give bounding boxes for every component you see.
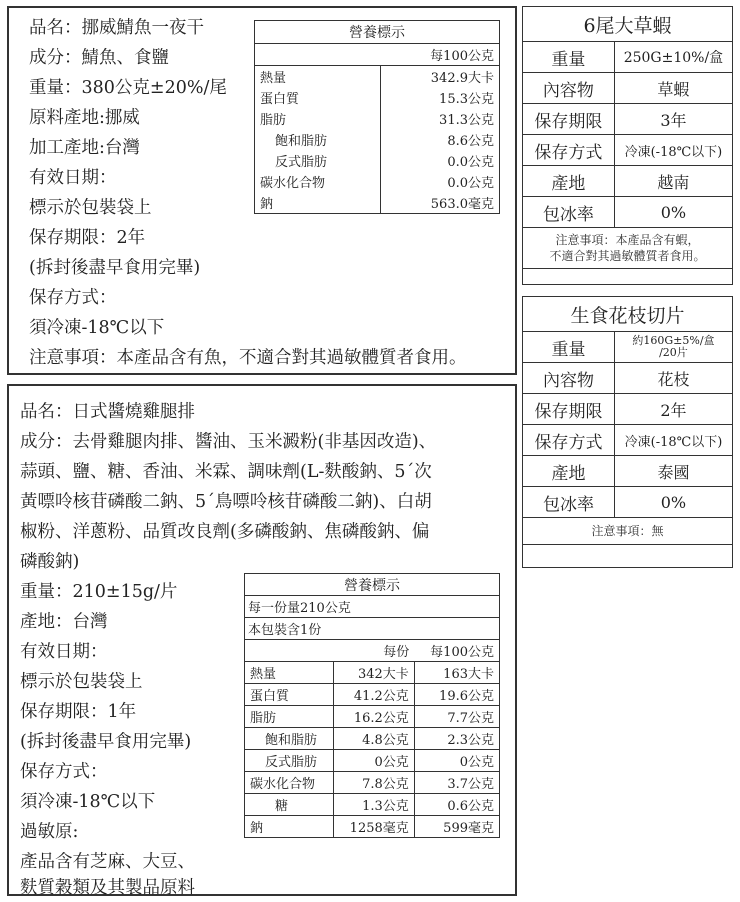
chicken-line-expiry: 有效日期： bbox=[20, 642, 108, 662]
chicken-row-a: 7.8公克 bbox=[334, 772, 414, 794]
chicken-nutrition-servings: 本包裝含1份 bbox=[245, 618, 500, 640]
fish-row-name: 飽和脂肪 bbox=[255, 129, 381, 150]
fish-row-name: 反式脂肪 bbox=[255, 150, 381, 171]
fish-line-name: 品名：挪威鯖魚一夜干 bbox=[29, 18, 204, 38]
chicken-row-name: 糖 bbox=[245, 794, 334, 816]
shrimp-label-weight: 重量 bbox=[523, 42, 615, 73]
squid-value-ice: 0% bbox=[614, 487, 732, 518]
chicken-line-ingredients-2: 蒜頭、鹽、糖、香油、米霖、調味劑(L-麩酸鈉、5´次 bbox=[20, 462, 432, 482]
chicken-header-blank bbox=[245, 640, 334, 662]
fish-line-process: 加工產地:台灣 bbox=[29, 138, 140, 158]
fish-line-after-open: (拆封後盡早食用完畢) bbox=[29, 258, 201, 278]
shrimp-label bbox=[522, 6, 733, 285]
chicken-line-ingredients-5: 磷酸鈉) bbox=[20, 552, 80, 572]
fish-row-value: 0.0公克 bbox=[380, 171, 499, 192]
squid-label-origin: 產地 bbox=[523, 456, 615, 487]
fish-nutrition-per: 每100公克 bbox=[255, 44, 500, 66]
squid-value-storage: 冷凍(-18℃以下) bbox=[614, 425, 732, 456]
fish-nutrition-table bbox=[254, 20, 500, 214]
chicken-header-col2: 每100公克 bbox=[414, 640, 499, 662]
chicken-line-name: 品名：日式醬燒雞腿排 bbox=[20, 402, 195, 422]
chicken-row-name: 熱量 bbox=[245, 662, 334, 684]
shrimp-value-weight: 250G±10%/盒 bbox=[614, 42, 732, 73]
chicken-row-name: 脂肪 bbox=[245, 706, 334, 728]
chicken-row-name: 蛋白質 bbox=[245, 684, 334, 706]
fish-row-name: 脂肪 bbox=[255, 108, 381, 129]
squid-value-content: 花枝 bbox=[614, 363, 732, 394]
chicken-nutrition-serving: 每一份量210公克 bbox=[245, 596, 500, 618]
shrimp-label-content: 內容物 bbox=[523, 73, 615, 104]
chicken-row-name: 飽和脂肪 bbox=[245, 728, 334, 750]
chicken-row-b: 599毫克 bbox=[414, 816, 499, 838]
chicken-nutrition-title: 營養標示 bbox=[245, 574, 500, 596]
fish-row-name: 鈉 bbox=[255, 192, 381, 214]
squid-weight-line1: 約160G±5%/盒 bbox=[632, 334, 715, 347]
squid-label-shelf: 保存期限 bbox=[523, 394, 615, 425]
fish-row-name: 碳水化合物 bbox=[255, 171, 381, 192]
chicken-line-allergen-3: 麩質穀類及其製品原料 bbox=[20, 878, 195, 898]
chicken-line-allergen: 過敏原: bbox=[20, 822, 79, 842]
shrimp-value-storage: 冷凍(-18℃以下) bbox=[614, 135, 732, 166]
chicken-label bbox=[7, 384, 517, 896]
squid-value-origin: 泰國 bbox=[614, 456, 732, 487]
shrimp-value-origin: 越南 bbox=[614, 166, 732, 197]
fish-line-storage: 保存方式： bbox=[29, 288, 117, 308]
chicken-row-a: 1.3公克 bbox=[334, 794, 414, 816]
chicken-row-a: 342大卡 bbox=[334, 662, 414, 684]
shrimp-value-ice: 0% bbox=[614, 197, 732, 228]
fish-row-value: 31.3公克 bbox=[380, 108, 499, 129]
shrimp-value-shelf: 3年 bbox=[614, 104, 732, 135]
shrimp-note bbox=[523, 228, 733, 269]
fish-line-expiry: 有效日期： bbox=[29, 168, 117, 188]
chicken-line-weight: 重量：210±15g/片 bbox=[20, 582, 178, 602]
chicken-line-frozen: 須冷凍-18℃以下 bbox=[20, 792, 156, 812]
squid-title: 生食花枝切片 bbox=[523, 297, 733, 332]
chicken-nutrition-table bbox=[244, 573, 500, 838]
fish-row-value: 563.0毫克 bbox=[380, 192, 499, 214]
fish-line-shelf-life: 保存期限：2年 bbox=[29, 228, 146, 248]
chicken-row-b: 3.7公克 bbox=[414, 772, 499, 794]
chicken-row-b: 163大卡 bbox=[414, 662, 499, 684]
chicken-line-after-open: (拆封後盡早食用完畢) bbox=[20, 732, 192, 752]
shrimp-title: 6尾大草蝦 bbox=[523, 7, 733, 42]
chicken-line-origin: 產地：台灣 bbox=[20, 612, 108, 632]
chicken-row-a: 41.2公克 bbox=[334, 684, 414, 706]
chicken-line-ingredients-4: 椒粉、洋蔥粉、品質改良劑(多磷酸鈉、焦磷酸鈉、偏 bbox=[20, 522, 430, 542]
shrimp-label-ice: 包冰率 bbox=[523, 197, 615, 228]
chicken-row-b: 0.6公克 bbox=[414, 794, 499, 816]
squid-value-shelf: 2年 bbox=[614, 394, 732, 425]
fish-line-frozen: 須冷凍-18℃以下 bbox=[29, 318, 165, 338]
chicken-row-a: 0公克 bbox=[334, 750, 414, 772]
chicken-row-b: 2.3公克 bbox=[414, 728, 499, 750]
chicken-row-name: 鈉 bbox=[245, 816, 334, 838]
squid-value-weight bbox=[614, 332, 732, 363]
chicken-row-a: 1258毫克 bbox=[334, 816, 414, 838]
chicken-line-storage: 保存方式： bbox=[20, 762, 108, 782]
chicken-row-a: 4.8公克 bbox=[334, 728, 414, 750]
fish-row-name: 蛋白質 bbox=[255, 87, 381, 108]
fish-line-expiry-note: 標示於包裝袋上 bbox=[29, 198, 152, 218]
chicken-line-shelf-life: 保存期限：1年 bbox=[20, 702, 137, 722]
squid-label-storage: 保存方式 bbox=[523, 425, 615, 456]
shrimp-note-line2: 不適合對其過敏體質者食用。 bbox=[549, 249, 706, 263]
fish-line-origin: 原料產地:挪威 bbox=[29, 108, 140, 128]
squid-label bbox=[522, 296, 733, 568]
fish-row-value: 342.9大卡 bbox=[380, 66, 499, 88]
fish-row-name: 熱量 bbox=[255, 66, 381, 88]
chicken-row-b: 0公克 bbox=[414, 750, 499, 772]
chicken-line-expiry-note: 標示於包裝袋上 bbox=[20, 672, 143, 692]
chicken-line-allergen-2: 產品含有芝麻、大豆、 bbox=[20, 852, 195, 872]
chicken-line-ingredients: 成分：去骨雞腿肉排、醬油、玉米澱粉(非基因改造)、 bbox=[20, 432, 437, 452]
fish-label bbox=[7, 6, 517, 375]
fish-row-value: 0.0公克 bbox=[380, 150, 499, 171]
shrimp-label-shelf: 保存期限 bbox=[523, 104, 615, 135]
squid-weight-line2: /20片 bbox=[659, 346, 688, 359]
chicken-row-b: 19.6公克 bbox=[414, 684, 499, 706]
chicken-row-name: 碳水化合物 bbox=[245, 772, 334, 794]
chicken-row-a: 16.2公克 bbox=[334, 706, 414, 728]
chicken-header-col1: 每份 bbox=[334, 640, 414, 662]
fish-row-value: 15.3公克 bbox=[380, 87, 499, 108]
fish-nutrition-title: 營養標示 bbox=[255, 21, 500, 44]
squid-label-content: 內容物 bbox=[523, 363, 615, 394]
fish-line-warning: 注意事項：本產品含有魚，不適合對其過敏體質者食用。 bbox=[29, 348, 467, 368]
shrimp-value-content: 草蝦 bbox=[614, 73, 732, 104]
shrimp-table bbox=[522, 6, 733, 269]
fish-row-value: 8.6公克 bbox=[380, 129, 499, 150]
fish-line-ingredients: 成分：鯖魚、食鹽 bbox=[29, 48, 169, 68]
squid-label-weight: 重量 bbox=[523, 332, 615, 363]
chicken-row-b: 7.7公克 bbox=[414, 706, 499, 728]
chicken-line-ingredients-3: 黃嘌呤核苷磷酸二鈉、5´鳥嘌呤核苷磷酸二鈉)、白胡 bbox=[20, 492, 432, 512]
shrimp-label-origin: 產地 bbox=[523, 166, 615, 197]
shrimp-label-storage: 保存方式 bbox=[523, 135, 615, 166]
squid-note: 注意事項：無 bbox=[523, 518, 733, 545]
squid-label-ice: 包冰率 bbox=[523, 487, 615, 518]
chicken-row-name: 反式脂肪 bbox=[245, 750, 334, 772]
fish-line-weight: 重量：380公克±20%/尾 bbox=[29, 78, 227, 98]
shrimp-note-line1: 注意事項：本產品含有蝦， bbox=[555, 233, 700, 247]
squid-table bbox=[522, 296, 733, 545]
